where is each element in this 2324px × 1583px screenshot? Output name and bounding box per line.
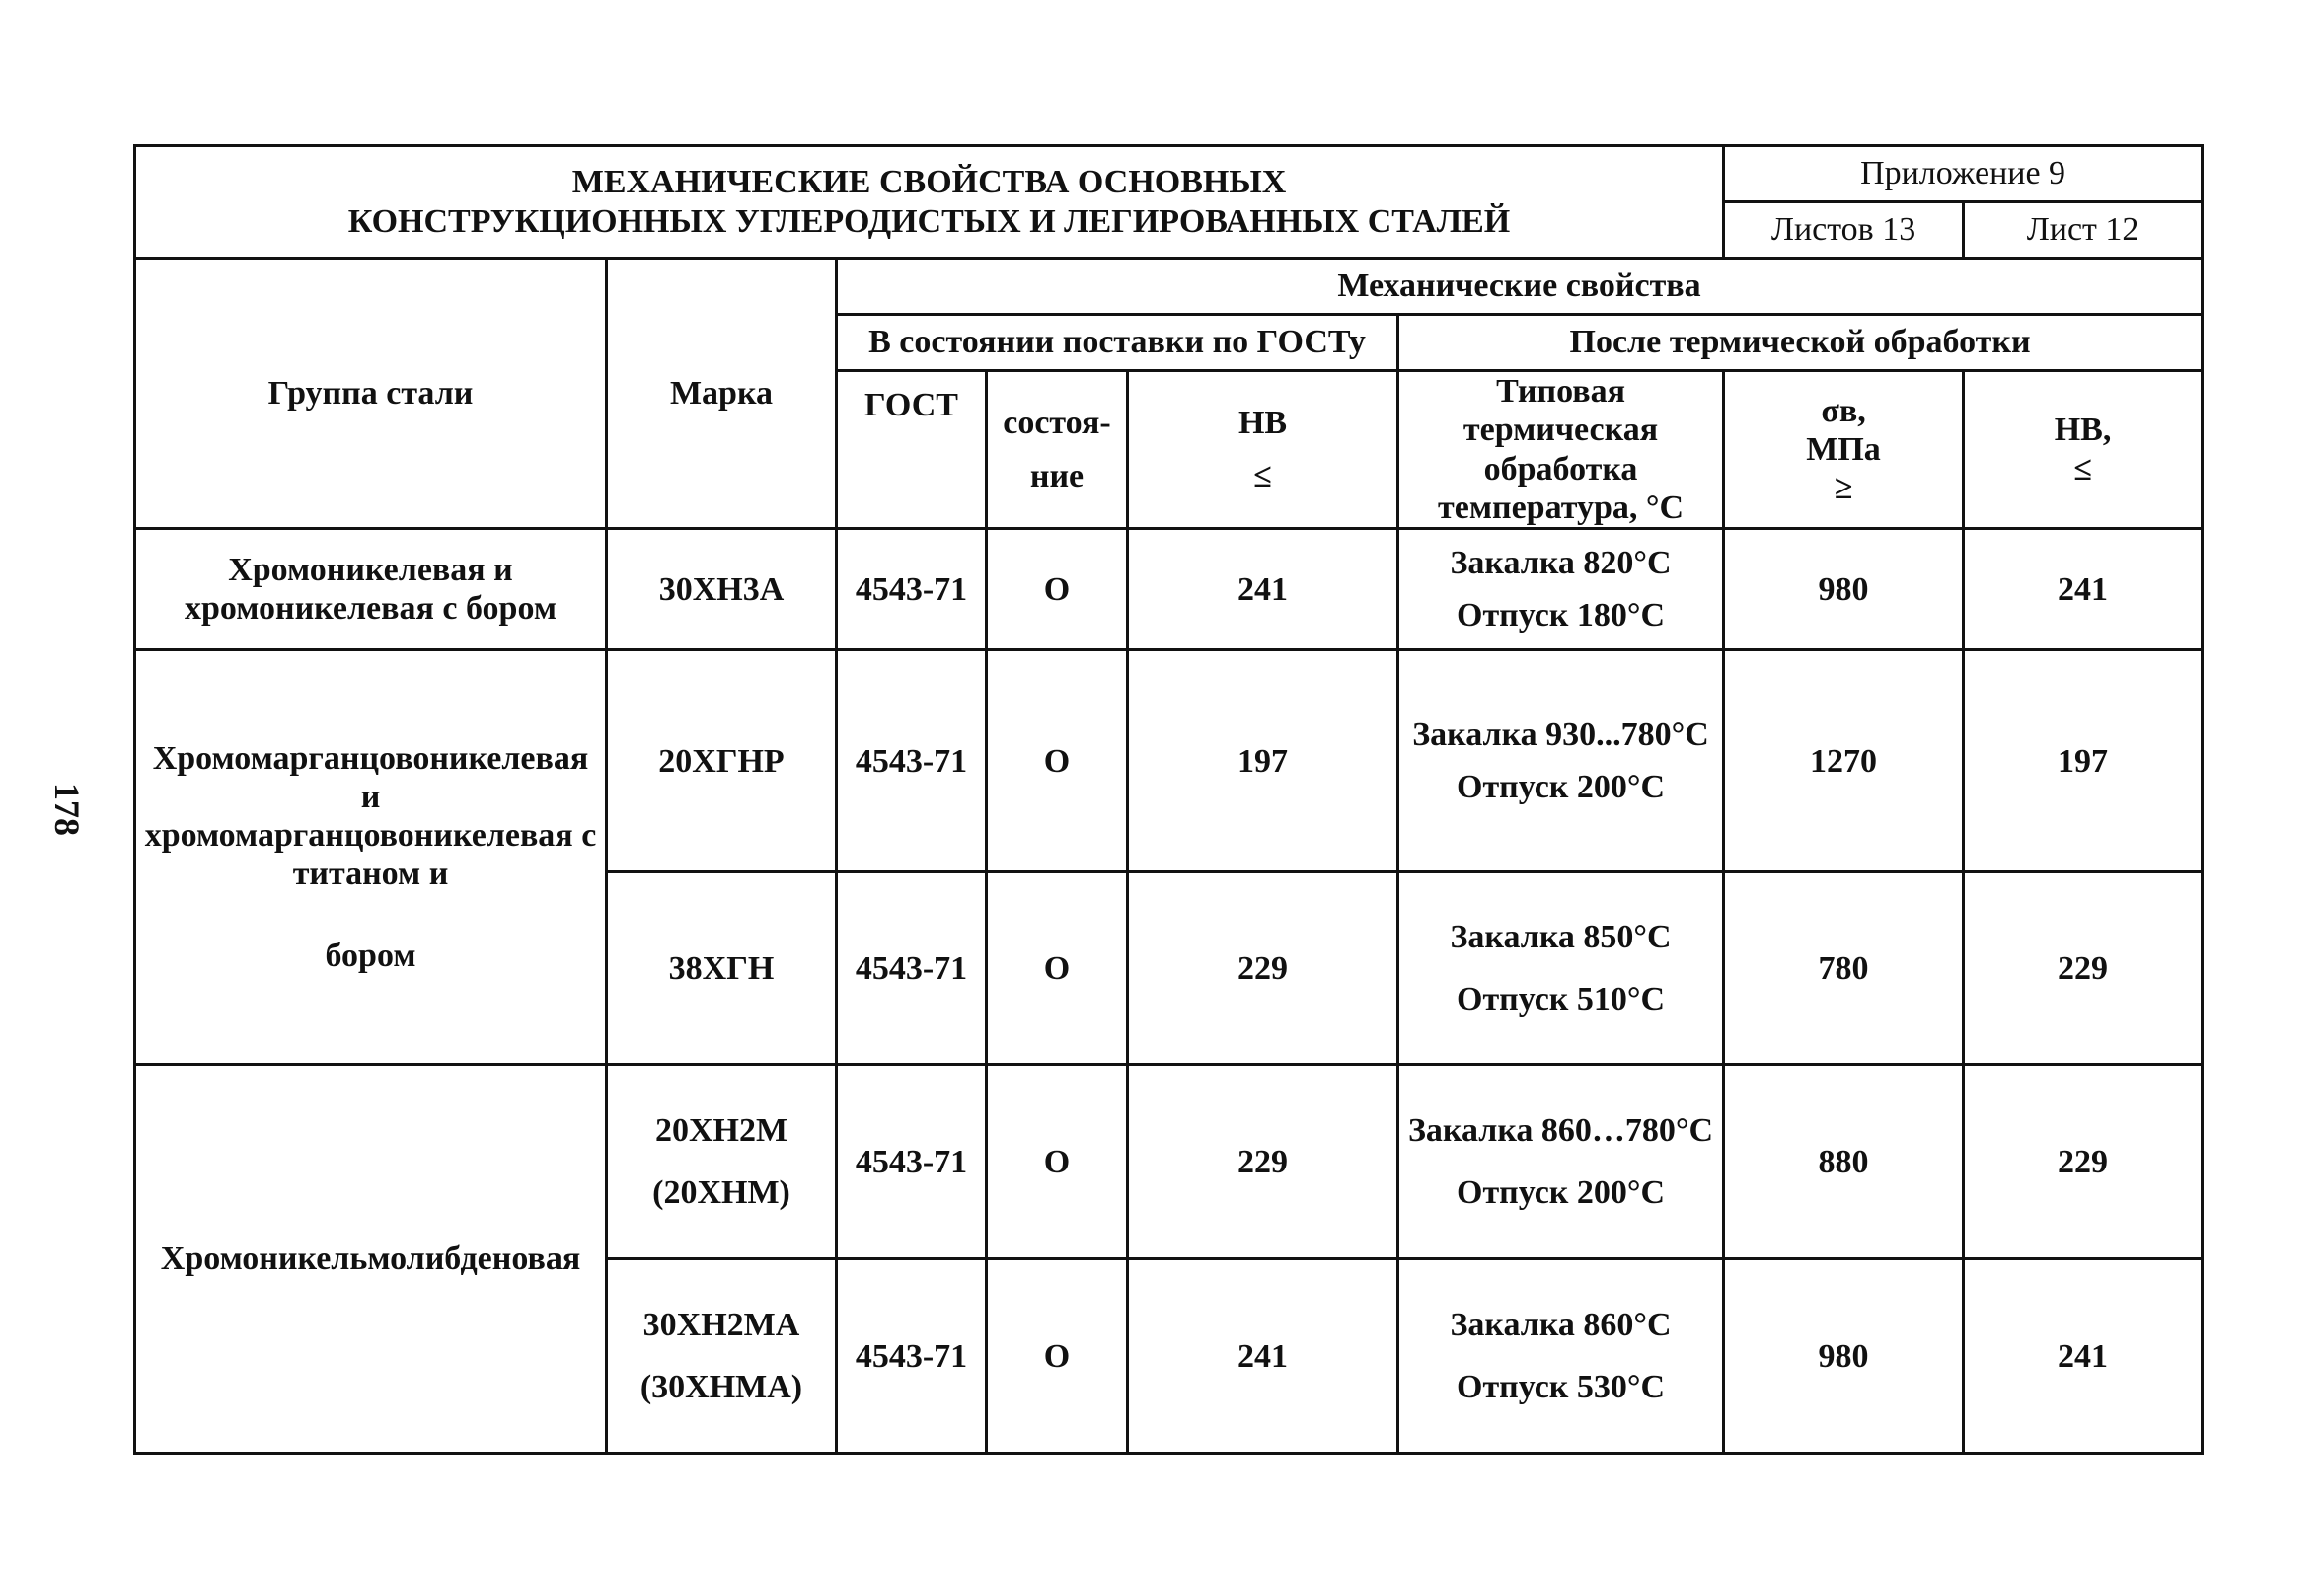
treatment-line: Отпуск 530°С xyxy=(1457,1369,1666,1406)
group-name-line: Хромоникелевая и xyxy=(228,552,513,588)
header-typical-line-3: обработка xyxy=(1483,450,1638,488)
treatment-line: Отпуск 510°С xyxy=(1457,981,1666,1018)
state-cell: О xyxy=(987,650,1128,872)
header-delivery: В состоянии поставки по ГОСТу xyxy=(837,315,1398,371)
header-hb-line-2: ≤ xyxy=(1253,457,1272,494)
treatment-line: Закалка 850°С xyxy=(1450,919,1672,956)
header-hb-line-1: HB xyxy=(1237,405,1288,442)
treatment-line: Закалка 820°С xyxy=(1450,545,1672,581)
header-sigma-line-3: ≥ xyxy=(1834,470,1853,507)
header-typical-line-4: температура, °C xyxy=(1438,489,1685,526)
document-title xyxy=(135,146,1724,259)
gost-cell: 4543-71 xyxy=(837,650,987,872)
treatment-cell xyxy=(1398,529,1724,650)
sheets-total: Листов 13 xyxy=(1724,202,1964,259)
gost-cell: 4543-71 xyxy=(837,529,987,650)
group-cell xyxy=(135,529,607,650)
grade-line: (30ХНМА) xyxy=(639,1369,803,1406)
grade-cell: 20ХГНР xyxy=(607,650,837,872)
header-state-line-1: состоя- xyxy=(1003,405,1111,442)
title-line-2: КОНСТРУКЦИОННЫХ УГЛЕРОДИСТЫХ И ЛЕГИРОВАННЫХ СТАЛЕЙ xyxy=(347,202,1511,240)
header-sigma-line-1: σв, xyxy=(1821,392,1866,429)
header-gost: ГОСТ xyxy=(837,371,987,529)
hb-cell: 229 xyxy=(1128,872,1398,1065)
group-name-line: хромомарганцовоникелевая с xyxy=(144,817,597,855)
group-name-line: Хромомарганцовоникелевая и xyxy=(152,739,589,816)
state-cell: О xyxy=(987,872,1128,1065)
hb-cell: 241 xyxy=(1128,529,1398,650)
header-hb xyxy=(1128,371,1398,529)
header-typical-line-1: Типовая xyxy=(1496,373,1625,411)
state-cell: О xyxy=(987,1065,1128,1259)
table-row xyxy=(135,529,2203,650)
treatment-line: Отпуск 180°С xyxy=(1457,597,1666,635)
sigma-cell: 1270 xyxy=(1724,650,1964,872)
header-mech-props: Механические свойства xyxy=(837,259,2203,315)
appendix-label: Приложение 9 xyxy=(1724,146,2203,202)
sigma-cell: 980 xyxy=(1724,529,1964,650)
grade-line: (20ХНМ) xyxy=(652,1174,790,1212)
sigma-cell: 980 xyxy=(1724,1259,1964,1454)
header-hb-after-line-1: HB, xyxy=(2054,412,2112,449)
header-sigma-line-2: МПа xyxy=(1806,430,1881,468)
hb-cell: 197 xyxy=(1128,650,1398,872)
gost-cell: 4543-71 xyxy=(837,1259,987,1454)
treatment-line: Закалка 930...780°С xyxy=(1412,716,1709,754)
hb-after-cell: 229 xyxy=(1964,872,2203,1065)
gost-cell: 4543-71 xyxy=(837,1065,987,1259)
hb-after-cell: 229 xyxy=(1964,1065,2203,1259)
page-number: 178 xyxy=(47,783,87,836)
hb-cell: 229 xyxy=(1128,1065,1398,1259)
group-name-line: титаном и xyxy=(292,856,449,893)
sigma-cell: 880 xyxy=(1724,1065,1964,1259)
grade-cell xyxy=(607,1065,837,1259)
grade-line: 30ХН2МА xyxy=(642,1307,800,1344)
treatment-cell xyxy=(1398,872,1724,1065)
treatment-line: Закалка 860°С xyxy=(1450,1307,1672,1344)
gost-cell: 4543-71 xyxy=(837,872,987,1065)
header-typical-treatment xyxy=(1398,371,1724,529)
header-state-line-2: ние xyxy=(1029,457,1085,494)
hb-after-cell: 197 xyxy=(1964,650,2203,872)
header-after-treatment: После термической обработки xyxy=(1398,315,2203,371)
header-hb-after-line-2: ≤ xyxy=(2073,450,2092,488)
header-hb-after xyxy=(1964,371,2203,529)
hb-after-cell: 241 xyxy=(1964,529,2203,650)
treatment-line: Отпуск 200°С xyxy=(1457,1174,1666,1212)
header-group: Группа стали xyxy=(135,259,607,529)
header-row-1 xyxy=(135,259,2203,315)
table-row xyxy=(135,650,2203,872)
group-name-line: бором xyxy=(325,938,416,975)
treatment-line: Закалка 860…780°С xyxy=(1407,1112,1714,1150)
sheet-number: Лист 12 xyxy=(1964,202,2203,259)
treatment-cell xyxy=(1398,1259,1724,1454)
hb-cell: 241 xyxy=(1128,1259,1398,1454)
grade-cell: 38ХГН xyxy=(607,872,837,1065)
mechanical-properties-table xyxy=(133,144,2204,1455)
header-sigma xyxy=(1724,371,1964,529)
hb-after-cell: 241 xyxy=(1964,1259,2203,1454)
state-cell: О xyxy=(987,1259,1128,1454)
header-grade: Марка xyxy=(607,259,837,529)
grade-line: 20ХН2М xyxy=(654,1112,788,1150)
grade-cell: 30ХН3А xyxy=(607,529,837,650)
group-cell xyxy=(135,650,607,1065)
sigma-cell: 780 xyxy=(1724,872,1964,1065)
header-typical-line-2: термическая xyxy=(1462,412,1659,449)
grade-cell xyxy=(607,1259,837,1454)
state-cell: О xyxy=(987,529,1128,650)
header-state xyxy=(987,371,1128,529)
title-row-1 xyxy=(135,146,2203,202)
group-name-line: хромоникелевая с бором xyxy=(185,590,557,628)
treatment-line: Отпуск 200°С xyxy=(1457,769,1666,806)
treatment-cell xyxy=(1398,1065,1724,1259)
treatment-cell xyxy=(1398,650,1724,872)
title-line-1: МЕХАНИЧЕСКИЕ СВОЙСТВА ОСНОВНЫХ xyxy=(571,164,1287,201)
table-row xyxy=(135,1065,2203,1259)
group-cell: Хромоникельмолибденовая xyxy=(135,1065,607,1454)
